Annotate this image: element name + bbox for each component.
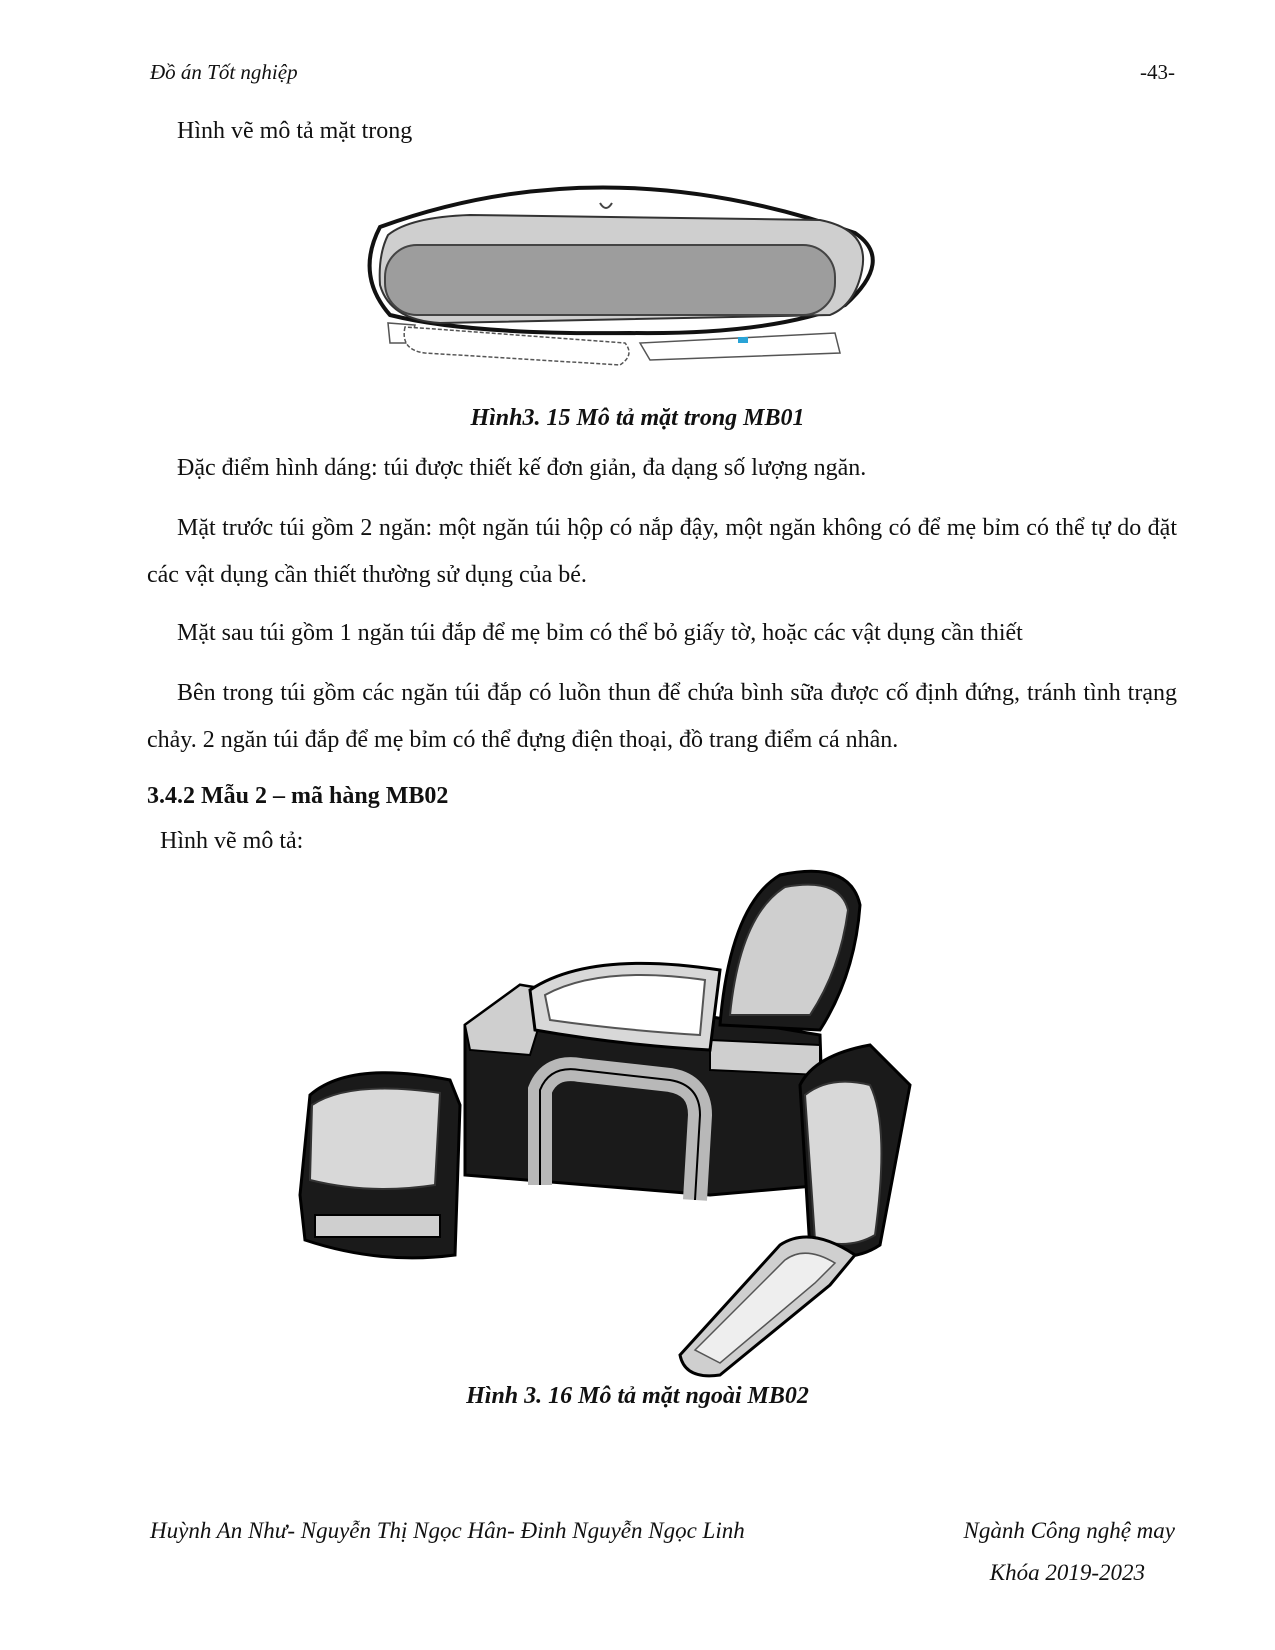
figure-1-intro: Hình vẽ mô tả mặt trong	[177, 118, 413, 144]
footer-authors: Huỳnh An Như- Nguyễn Thị Ngọc Hân- Đinh Nguyễn Ngọc Linh	[150, 1518, 745, 1543]
bag-mb02-outer-illustration	[290, 865, 930, 1385]
figure-1-caption: Hình3. 15 Mô tả mặt trong MB01	[470, 405, 805, 431]
paragraph-3: Mặt sau túi gồm 1 ngăn túi đắp để mẹ bỉm có thể bỏ giấy tờ, hoặc các vật dụng cần thiết	[177, 620, 1023, 646]
footer-course: Khóa 2019-2023	[989, 1560, 1145, 1585]
header-title: Đồ án Tốt nghiệp	[150, 60, 298, 84]
bag-mb01-inner-illustration	[350, 165, 890, 375]
section-heading: 3.4.2 Mẫu 2 – mã hàng MB02	[147, 783, 449, 809]
figure-2-caption: Hình 3. 16 Mô tả mặt ngoài MB02	[466, 1383, 809, 1409]
paragraph-4: Bên trong túi gồm các ngăn túi đắp có luồn thun để chứa bình sữa được cố định đứng, tránh tình trạng chảy. 2 ngăn túi đắp để mẹ bỉm có thể đựng điện thoại, đồ trang điểm cá nhân.	[147, 680, 1177, 753]
figure-2-intro: Hình vẽ mô tả:	[160, 828, 304, 854]
footer-major: Ngành Công nghệ may	[963, 1518, 1175, 1543]
page-number: -43-	[1140, 60, 1175, 84]
paragraph-2: Mặt trước túi gồm 2 ngăn: một ngăn túi hộp có nắp đậy, một ngăn không có để mẹ bỉm có thể tự do đặt các vật dụng cần thiết thường sử dụng của bé.	[147, 515, 1177, 588]
paragraph-1: Đặc điểm hình dáng: túi được thiết kế đơn giản, đa dạng số lượng ngăn.	[177, 455, 867, 481]
